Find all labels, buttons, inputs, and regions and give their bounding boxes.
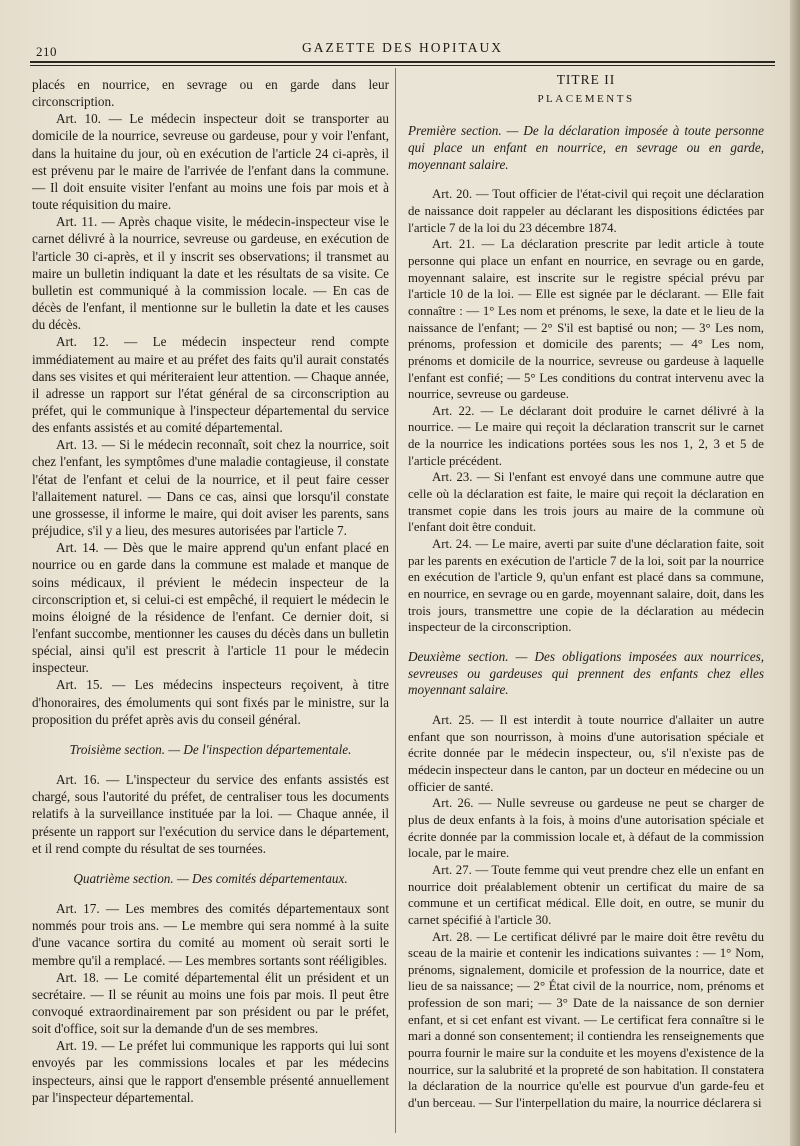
paragraph: Art. 15. — Les médecins inspecteurs reçoivent, à titre d'honoraires, des émoluments qui sont fixés par le ministre, sur la proposition du préfet après avis du conseil général. [32,677,389,727]
paragraph: placés en nourrice, en sevrage ou en garde dans leur circonscription. [32,77,389,110]
section-heading: Deuxième section. — Des obligations imposées aux nourrices, sevreuses ou gardeuses qui prennent des enfants chez elles moyennant salaire. [408,649,764,698]
paragraph: Art. 26. — Nulle sevreuse ou gardeuse ne peut se charger de plus de deux enfants à la fois, à moins d'une autorisation spéciale et écrite donnée par la commission locale et, à défaut de la commission locale, par le maire. [408,796,764,861]
running-title: GAZETTE DES HOPITAUX [302,40,503,55]
page-binding-edge [790,0,800,1146]
paragraph: Art. 28. — Le certificat délivré par le maire doit être revêtu du sceau de la mairie et contenir les indications suivantes : — 1° Nom, prénoms, signalement, domicile et profession de la nourrice, date et lieu de sa naissance; — 2° État civil de la nourrice, nom, prénoms et profession de son mari; — 3° Date de la naissance de son dernier enfant, et si cet enfant est vivant. — Le certificat fera connaître si le mari a donné son consentement; il contiendra les renseignements que pourra fournir le maire sur la conduite et les moyens d'existence de la nourrice, sur la salubrité et la propreté de son habitation. Il constatera la déclaration de la nourrice qu'elle est pourvue d'un garde-feu et d'un berceau. — Sur l'interpellation du maire, la nourrice déclarera si [408,929,764,1111]
paragraph: Art. 27. — Toute femme qui veut prendre chez elle un enfant en nourrice doit préalablement obtenir un certificat du maire de sa commune et un certificat médical. Elle doit, en outre, se munir du carnet spécifié à l'article 30. [408,862,764,927]
section-heading: Troisième section. — De l'inspection départementale. [69,741,352,757]
paragraph: Art. 18. — Le comité départemental élit un président et un secrétaire. — Il se réunit au moins une fois par mois. Il peut être convoqué extraordinairement par son président ou par le préfet, soit d'office, soit sur la demande d'un de ses membres. [32,969,389,1037]
left-column [32,76,389,1106]
column-divider [395,68,396,1133]
title-heading: TITRE II [556,72,616,87]
page-header [30,30,775,70]
page-number: 210 [36,44,57,59]
header-rule [30,61,775,63]
section-heading: Première section. — De la déclaration imposée à toute personne qui place un enfant en nourrice, en sevrage ou en garde, moyennant salaire. [408,123,764,172]
section-heading: Quatrième section. — Des comités départementaux. [73,870,348,886]
paragraph: Art. 23. — Si l'enfant est envoyé dans une commune autre que celle où la déclaration est faite, le maire qui reçoit la déclaration en transmet copie dans les trois jours au maire de la commune où l'enfant doit être conduit. [408,470,764,535]
paragraph: Art. 20. — Tout officier de l'état-civil qui reçoit une déclaration de naissance doit rappeler au déclarant les dispositions édictées par l'article 7 de la loi du 23 décembre 1874. [408,187,764,235]
title-subheading: PLACEMENTS [537,92,635,105]
paragraph: Art. 24. — Le maire, averti par suite d'une déclaration faite, soit par les parents en exécution de l'article 7 de la loi, soit par la nourrice en exécution de l'article 9, qu'un enfant est placé dans sa commune, en nourrice, en sevrage ou en garde, moyennant salaire, doit, dans les trois jours, transmettre une copie de la déclaration au médecin inspecteur de la circonscription. [408,537,764,635]
paragraph: Art. 21. — La déclaration prescrite par ledit article à toute personne qui place un enfant en nourrice, en sevrage ou en garde, moyennant salaire, est inscrite sur le registre spécial prévu par l'article 10 de la loi. — Elle est signée par le déclarant. — Elle fait connaître : — 1° Les nom et prénoms, le sexe, la date et le lieu de la naissance de l'enfant; — 2° S'il est baptisé ou non; — 3° Les nom, prénoms, profession et domicile des parents; — 4° Les nom, prénoms et domicile de la nourrice, sevreuse ou gardeuse à laquelle l'enfant est confié; — 5° Les conditions du contrat intervenu avec la nourrice, sevreuse ou gardeuse. [408,237,764,402]
paragraph: Art. 11. — Après chaque visite, le médecin-inspecteur vise le carnet délivré à la nourrice, sevreuse ou gardeuse, en exécution de l'article 30 ci-après, et il y inscrit ses observations; il transmet au maire un bulletin indiquant la date et les résultats de sa visite. Ce bulletin est communiqué à la commission locale. — En cas de décès de l'enfant, il mentionne sur le bulletin la date et les causes du décès. [32,214,389,333]
paragraph: Art. 14. — Dès que le maire apprend qu'un enfant placé en nourrice ou en garde dans la commune est malade et manque de soins médicaux, il prévient le médecin inspecteur de la circonscription et, si celui-ci est empêché, il requiert le médecin le moins éloigné de la résidence de l'enfant. Ce dernier doit, si l'enfant succombe, mentionner les causes du décès dans un bulletin spécial, ainsi qu'il est prescrit à l'article 11 pour le médecin inspecteur. [32,540,389,676]
paragraph: Art. 17. — Les membres des comités départementaux sont nommés pour trois ans. — Le membre qui sera nommé à la suite d'une vacance sortira du comité au moment où serait sorti le membre qu'il a remplacé. — Les membres sortants sont rééligibles. [32,901,389,968]
header-rule-thin [30,65,775,66]
paragraph: Art. 12. — Le médecin inspecteur rend compte immédiatement au maire et au préfet des faits qu'il aurait constatés dans ses visites et qui mériteraient leur attention. — Chaque année, il adresse un rapport sur l'état général de sa circonscription au préfet, qui le communique à l'inspecteur départemental du service des enfants assistés et au comité départemental. [32,334,389,436]
paragraph: Art. 10. — Le médecin inspecteur doit se transporter au domicile de la nourrice, sevreuse ou gardeuse, pour y voir l'enfant, dans la huitaine du jour, où en exécution de l'article 24 ci-après, il est prévenu par le maire de l'arrivée de l'enfant dans la commune. — Il doit ensuite visiter l'enfant au moins une fois par mois et à toute réquisition du maire. [32,111,389,213]
paragraph: Art. 22. — Le déclarant doit produire le carnet délivré à la nourrice. — Le maire qui reçoit la déclaration transcrit sur le carnet de la nourrice les indications portées sous les nos 1, 2, 3 et 5 de l'article précédent. [408,403,764,468]
paragraph: Art. 16. — L'inspecteur du service des enfants assistés est chargé, sous l'autorité du préfet, de centraliser tous les documents relatifs à la surveillance instituée par la loi. — Chaque année, il présente un rapport sur l'exécution du service dans le département, et il rend compte du résultat de ses tournées. [32,772,389,856]
paragraph: Art. 25. — Il est interdit à toute nourrice d'allaiter un autre enfant que son nourrisson, à moins d'une autorisation spéciale et écrite donnée par le médecin inspecteur, ou, s'il n'existe pas de médecin inspecteur dans le canton, par un docteur en médecine ou un officier de santé. [408,712,764,794]
paragraph: Art. 19. — Le préfet lui communique les rapports qui lui sont envoyés par les commissions locales et par les médecins inspecteurs, ainsi que le rapport d'ensemble présenté annuellement par l'inspecteur départemental. [32,1038,389,1105]
right-column [408,72,764,1112]
paragraph: Art. 13. — Si le médecin reconnaît, soit chez la nourrice, soit chez l'enfant, les symptômes d'une maladie contagieuse, il constate l'état de l'enfant et celui de la nourrice, et il peut faire cesser l'allaitement naturel. — Dans ce cas, ainsi que lorsqu'il constate une grossesse, il informe le maire, qui doit aviser les parents, sans préjudice, s'il y a lieu, des mesures autorisées par l'article 7. [32,437,389,539]
